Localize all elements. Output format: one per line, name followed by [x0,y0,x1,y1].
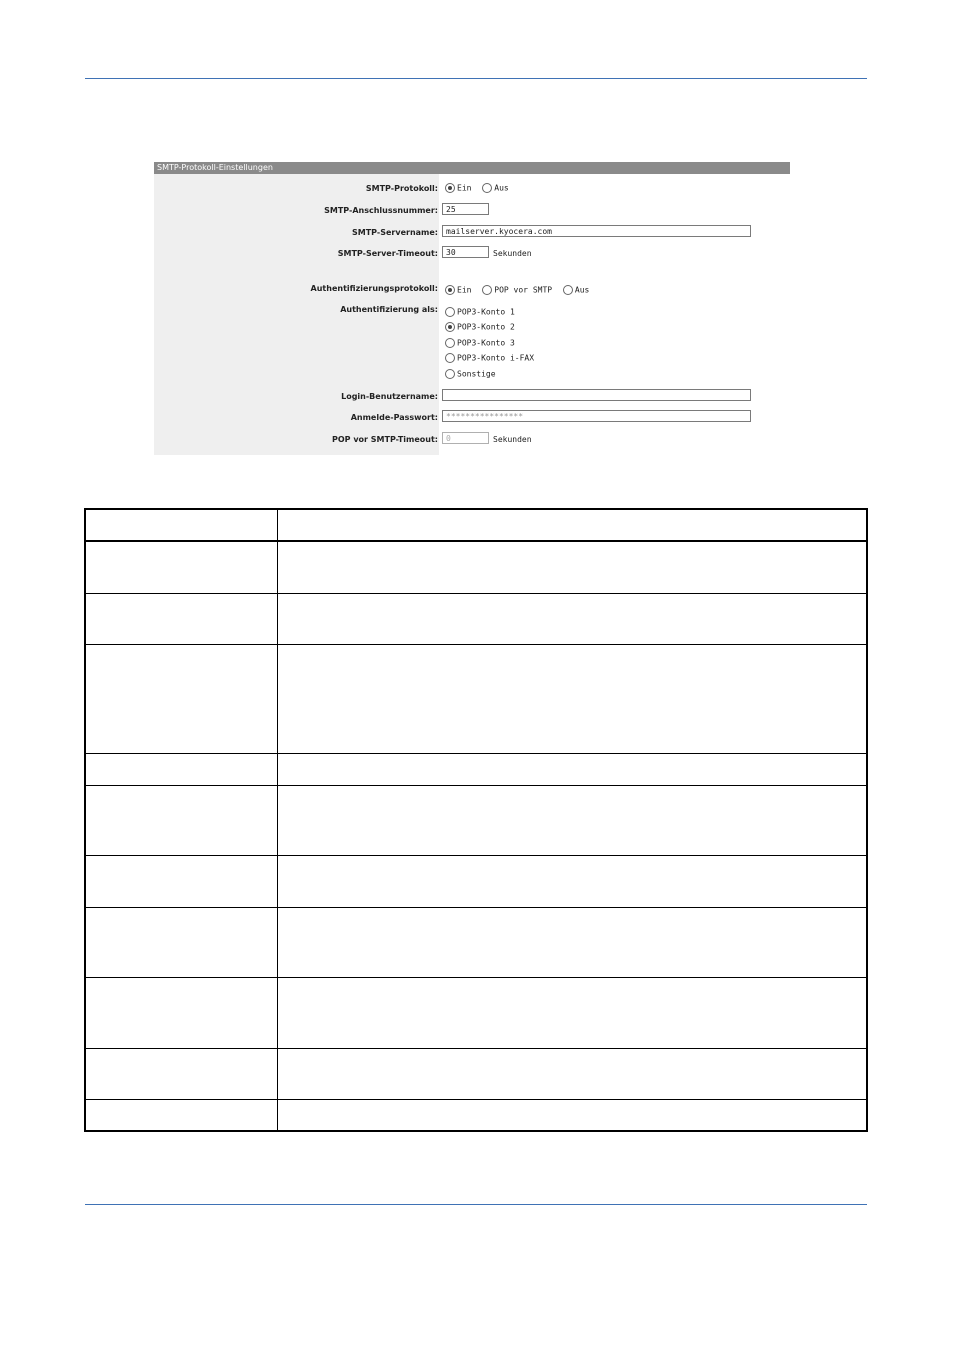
footer-rule [85,1204,867,1205]
table-row [86,1099,866,1100]
smtp-protocol-option-on[interactable]: Ein [445,183,471,193]
smtp-server-timeout-unit: Sekunden [493,249,532,258]
table-header-divider [86,540,866,542]
pop-timeout-input[interactable]: 0 [442,432,489,444]
auth-as-option-pop3-3[interactable]: POP3-Konto 3 [445,338,515,348]
auth-as-label: Authentifizierung als: [340,305,438,314]
radio-selected-icon[interactable] [445,183,455,193]
auth-as-option-pop3-2[interactable]: POP3-Konto 2 [445,322,515,332]
table-column-divider [277,510,278,1130]
smtp-server-timeout-label: SMTP-Server-Timeout: [337,249,438,258]
table-row [86,855,866,856]
table-row [86,785,866,786]
auth-protocol-option-pop-before-smtp[interactable]: POP vor SMTP [482,285,552,295]
description-table [84,508,868,1132]
radio-selected-icon[interactable] [445,285,455,295]
smtp-protocol-option-off[interactable]: Aus [482,183,508,193]
table-row [86,644,866,645]
table-row [86,907,866,908]
radio-icon[interactable] [445,353,455,363]
radio-icon[interactable] [445,307,455,317]
smtp-port-label: SMTP-Anschlussnummer: [324,206,438,215]
auth-as-option-other[interactable]: Sonstige [445,369,496,379]
login-password-label: Anmelde-Passwort: [350,413,438,422]
radio-icon[interactable] [563,285,573,295]
smtp-server-timeout-input[interactable]: 30 [442,246,489,258]
table-row [86,593,866,594]
smtp-server-name-input[interactable]: mailserver.kyocera.com [442,225,751,237]
radio-selected-icon[interactable] [445,322,455,332]
smtp-protocol-label: SMTP-Protokoll: [365,184,438,193]
auth-protocol-radio-group [445,285,595,295]
smtp-settings-panel [154,162,790,455]
auth-as-option-pop3-ifax[interactable]: POP3-Konto i-FAX [445,353,534,363]
radio-icon[interactable] [445,338,455,348]
smtp-protocol-radio-group [445,183,515,193]
auth-protocol-option-on[interactable]: Ein [445,285,471,295]
auth-as-option-pop3-1[interactable]: POP3-Konto 1 [445,307,515,317]
smtp-server-name-label: SMTP-Servername: [352,228,438,237]
pop-timeout-unit: Sekunden [493,435,532,444]
table-row [86,1048,866,1049]
login-user-input[interactable] [442,389,751,401]
radio-icon[interactable] [445,369,455,379]
auth-protocol-option-off[interactable]: Aus [563,285,589,295]
auth-protocol-label: Authentifizierungsprotokoll: [310,284,438,293]
table-row [86,753,866,754]
radio-icon[interactable] [482,285,492,295]
login-password-input[interactable]: **************** [442,410,751,422]
radio-icon[interactable] [482,183,492,193]
login-user-label: Login-Benutzername: [341,392,438,401]
pop-timeout-label: POP vor SMTP-Timeout: [332,435,438,444]
panel-title: SMTP-Protokoll-Einstellungen [154,162,790,174]
smtp-port-input[interactable]: 25 [442,203,489,215]
table-row [86,977,866,978]
header-rule [85,78,867,79]
